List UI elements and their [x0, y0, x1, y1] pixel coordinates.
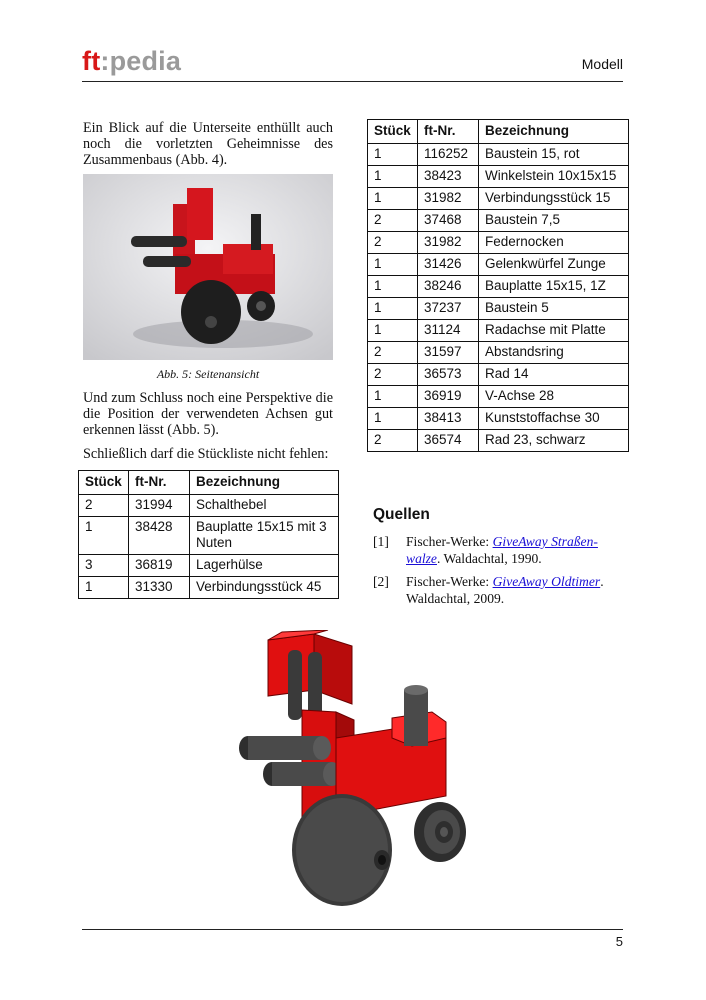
cell-name: V-Achse 28 [479, 386, 629, 408]
cell-name: Verbindungsstück 45 [190, 577, 339, 599]
reference-1 [373, 533, 625, 573]
header-nr: ft-Nr. [129, 471, 190, 495]
table-row [79, 517, 339, 555]
cell-nr: 31597 [418, 342, 479, 364]
reference-link[interactable]: GiveAway Oldtimer [492, 574, 601, 589]
cell-nr: 31994 [129, 495, 190, 517]
table-row [368, 408, 629, 430]
table-row [368, 210, 629, 232]
ftpedia-logo [82, 46, 181, 77]
page-header [82, 42, 623, 82]
section-title: Modell [581, 56, 623, 72]
cell-qty: 2 [79, 495, 129, 517]
cell-qty: 1 [79, 577, 129, 599]
cell-nr: 38413 [418, 408, 479, 430]
cell-nr: 38423 [418, 166, 479, 188]
header-name: Bezeichnung [190, 471, 339, 495]
table-header-row [79, 471, 339, 495]
cell-name: Abstandsring [479, 342, 629, 364]
cell-name: Bauplatte 15x15, 1Z [479, 276, 629, 298]
reference-number: [1] [373, 534, 389, 549]
cell-name: Schalthebel [190, 495, 339, 517]
table-row [368, 232, 629, 254]
cell-name: Radachse mit Platte [479, 320, 629, 342]
table-row [368, 188, 629, 210]
cell-qty: 1 [368, 166, 418, 188]
reference-author: Fischer-Werke: [406, 534, 493, 549]
logo-ft: ft [82, 46, 101, 76]
table-row [79, 555, 339, 577]
header-name: Bezeichnung [479, 120, 629, 144]
cell-nr: 38428 [129, 517, 190, 555]
parts-table-left [78, 470, 339, 599]
cell-name: Kunststoffachse 30 [479, 408, 629, 430]
cell-nr: 31124 [418, 320, 479, 342]
table-row [368, 298, 629, 320]
table-row [368, 254, 629, 276]
cell-qty: 1 [368, 408, 418, 430]
reference-text [406, 573, 626, 607]
cell-nr: 36819 [129, 555, 190, 577]
cell-nr: 31982 [418, 188, 479, 210]
cell-nr: 31982 [418, 232, 479, 254]
cell-name: Baustein 7,5 [479, 210, 629, 232]
table-header-row [368, 120, 629, 144]
cell-name: Verbindungsstück 15 [479, 188, 629, 210]
header-qty: Stück [79, 471, 129, 495]
cell-nr: 36573 [418, 364, 479, 386]
cell-qty: 3 [79, 555, 129, 577]
cell-qty: 2 [368, 364, 418, 386]
cell-name: Winkelstein 10x15x15 [479, 166, 629, 188]
reference-link[interactable]: GiveAway Straßen-walze [406, 534, 598, 566]
cell-name: Baustein 15, rot [479, 144, 629, 166]
logo-pedia: :pedia [100, 46, 182, 76]
figure-caption: Abb. 5: Seitenansicht [156, 367, 260, 381]
cell-qty: 2 [368, 430, 418, 452]
cell-nr: 31426 [418, 254, 479, 276]
table-row [368, 386, 629, 408]
parts-table-right [367, 119, 629, 452]
cell-nr: 116252 [418, 144, 479, 166]
cell-nr: 38246 [418, 276, 479, 298]
cell-name: Federnocken [479, 232, 629, 254]
cell-qty: 1 [368, 386, 418, 408]
table-row [368, 144, 629, 166]
reference-text [406, 533, 626, 567]
table-row [368, 342, 629, 364]
cell-qty: 1 [368, 320, 418, 342]
cell-name: Gelenkwürfel Zunge [479, 254, 629, 276]
table-row [368, 320, 629, 342]
table-row [368, 430, 629, 452]
reference-2 [373, 573, 625, 613]
page-number: 5 [615, 934, 623, 949]
cell-nr: 31330 [129, 577, 190, 599]
table-row [79, 577, 339, 599]
table-row [368, 276, 629, 298]
header-nr: ft-Nr. [418, 120, 479, 144]
table-row [368, 364, 629, 386]
table-row [368, 166, 629, 188]
perspective-paragraph: Und zum Schluss noch eine Perspektive die die Position der verwendeten Achsen gut erkennen lässt (Abb. 5). [83, 390, 333, 438]
reference-author: Fischer-Werke: [406, 574, 493, 589]
cell-qty: 2 [368, 210, 418, 232]
cell-name: Rad 23, schwarz [479, 430, 629, 452]
parts-list-intro: Schließlich darf die Stückliste nicht fehlen: [83, 446, 329, 462]
cell-qty: 1 [368, 144, 418, 166]
cell-nr: 37468 [418, 210, 479, 232]
header-qty: Stück [368, 120, 418, 144]
cell-qty: 2 [368, 232, 418, 254]
footer-rule [82, 929, 623, 930]
header-rule [82, 81, 623, 82]
cell-name: Bauplatte 15x15 mit 3 Nuten [190, 517, 339, 555]
cell-qty: 1 [368, 298, 418, 320]
reference-place: . Waldachtal, 1990. [436, 551, 542, 566]
cell-qty: 1 [368, 254, 418, 276]
reference-place: . Waldachtal, 2009. [406, 574, 604, 606]
quellen-heading: Quellen [373, 506, 430, 523]
cell-qty: 1 [368, 276, 418, 298]
reference-number: [2] [373, 574, 389, 589]
cell-nr: 37237 [418, 298, 479, 320]
cell-name: Baustein 5 [479, 298, 629, 320]
cell-qty: 2 [368, 342, 418, 364]
cell-nr: 36919 [418, 386, 479, 408]
cell-name: Lagerhülse [190, 555, 339, 577]
cell-nr: 36574 [418, 430, 479, 452]
cell-name: Rad 14 [479, 364, 629, 386]
cell-qty: 1 [368, 188, 418, 210]
perspective-render [232, 630, 478, 906]
intro-paragraph: Ein Blick auf die Unterseite enthüllt auch noch die vorletzten Geheimnisse des Zusammenbaus (Abb. 4). [83, 120, 333, 168]
side-view-photo [83, 174, 333, 360]
table-row [79, 495, 339, 517]
cell-qty: 1 [79, 517, 129, 555]
